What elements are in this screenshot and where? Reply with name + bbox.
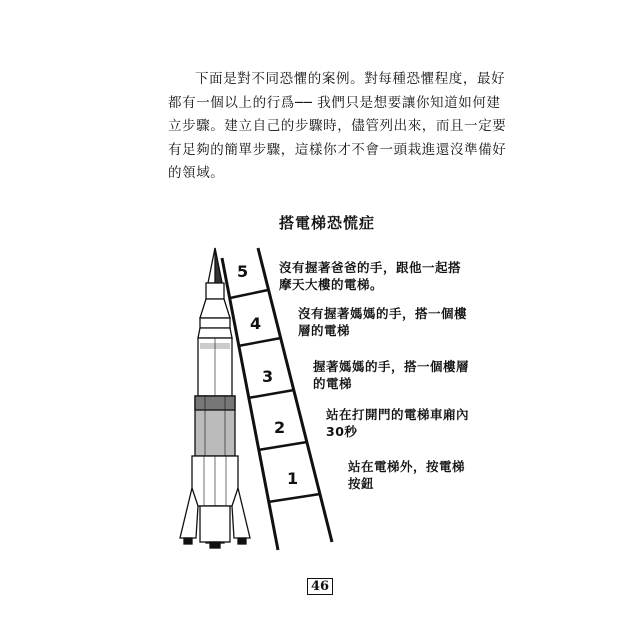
intro-line: 立步驟。建立自己的步驟時，儘管列出來，而且一定要	[168, 118, 507, 134]
step-description-2: 站在打開門的電梯車廂內 30秒	[326, 407, 470, 439]
intro-line: 都有一個以上的行爲── 我們只是想要讓你知道如何建	[168, 94, 501, 111]
section-heading: 搭電梯恐慌症	[278, 214, 375, 232]
intro-line: 有足夠的簡單步驟，這樣你才不會一頭栽進還沒準備好	[168, 141, 507, 158]
intro-paragraph	[168, 68, 507, 186]
rocket-illustration	[180, 248, 250, 548]
step-number-5: 5	[237, 262, 249, 281]
step-number-2: 2	[274, 418, 286, 437]
step-number-1: 1	[287, 469, 299, 488]
step-number-4: 4	[250, 314, 262, 333]
step-description-5: 沒有握著爸爸的手，跟他一起搭 摩天大樓的電梯。	[279, 260, 462, 292]
page-number: 46	[307, 578, 333, 595]
step-number-3: 3	[262, 367, 274, 386]
step-description-4: 沒有握著媽媽的手，搭一個樓 層的電梯	[298, 306, 468, 338]
step-description-1: 站在電梯外，按電梯 按鈕	[348, 459, 466, 491]
intro-line: 的領域。	[168, 165, 225, 181]
intro-line: 下面是對不同恐懼的案例。對每種恐懼程度，最好	[195, 71, 506, 87]
step-description-3: 握著媽媽的手，搭一個樓層 的電梯	[313, 359, 470, 391]
